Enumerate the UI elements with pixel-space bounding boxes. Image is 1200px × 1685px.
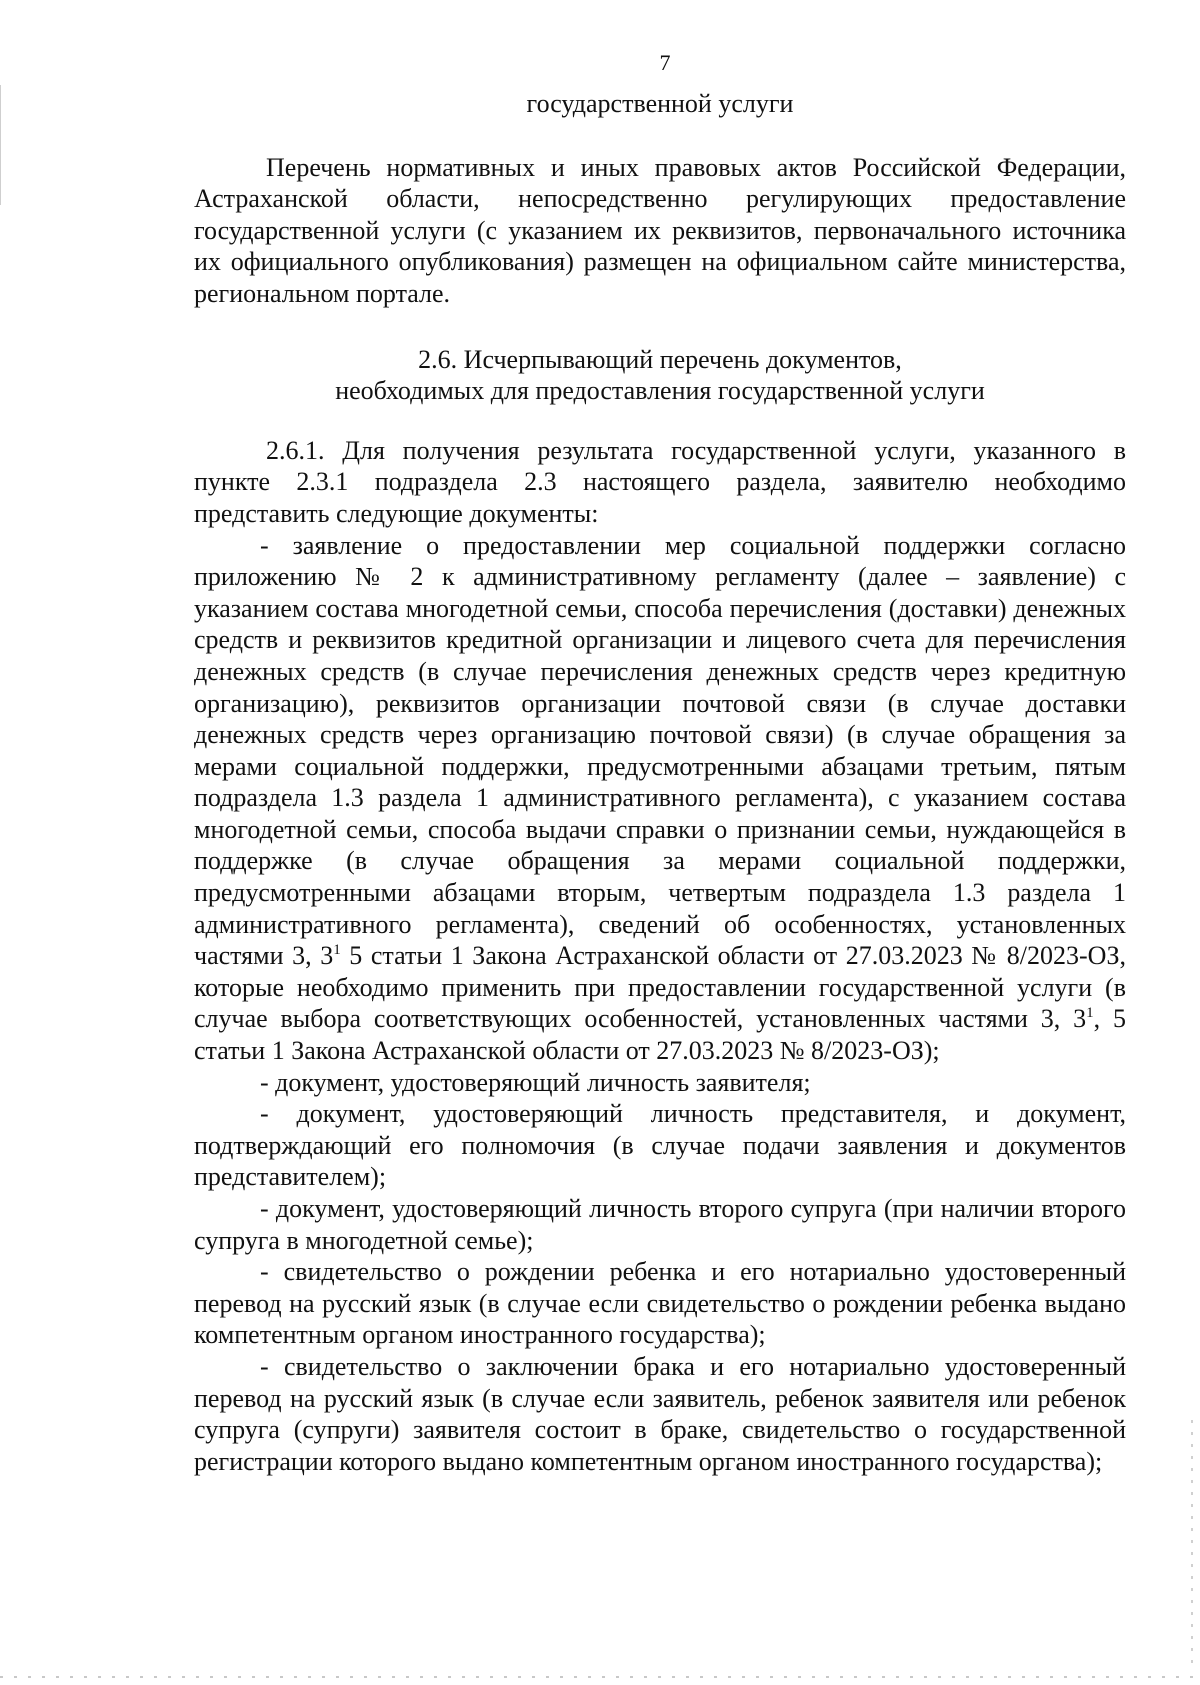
list-item-application (194, 530, 1126, 1067)
scan-edge-mark (0, 85, 1, 205)
section-title (194, 344, 1126, 407)
section-title-line-2: необходимых для предоставления государственной услуги (335, 376, 985, 406)
list-item-text: 5 статьи 1 Закона Астраханской области от 27.03.2023 № 8/2023-ОЗ, которые необходимо применить при предоставлении государственной услуги (в случае выбора соответствующих особенностей, установленных частями 3, 3 (194, 941, 1126, 1034)
clause-2-6-1: 2.6.1. Для получения результата государственной услуги, указанного в пункте 2.3.1 подраздела 2.3 настоящего раздела, заявителю необходимо представить следующие документы: (194, 435, 1126, 528)
list-item-text: - заявление о предоставлении мер социальной поддержки согласно приложению № 2 к административному регламенту (далее – заявление) с указанием состава многодетной семьи, способа перечисления (доставки) денежных средств и реквизитов кредитной организации и лицевого счета для перечисления денежных средств (в случае перечисления денежных средств через кредитную организацию), реквизитов организации почтовой связи (в случае доставки денежных средств через организацию почтовой связи) (в случае обращения за мерами социальной поддержки, предусмотренными абзацами третьим, пятым подраздела 1.3 раздела 1 административного регламента), с указанием состава многодетной семьи, способа выдачи справки о признании семьи, нуждающейся в поддержке (в случае обращения за мерами социальной поддержки, предусмотренными абзацами вторым, четвертым подраздела 1.3 раздела 1 административного регламента), сведений об особенностях, установленных частями 3, 3 (194, 530, 1126, 971)
list-item: - документ, удостоверяющий личность представителя, и документ, подтверждающий его полномочия (в случае подачи заявления и документов представителем); (194, 1099, 1126, 1192)
scan-edge-dots (1191, 1420, 1193, 1670)
page-number: 7 (659, 50, 671, 75)
spacer (194, 407, 1126, 435)
list-item: - документ, удостоверяющий личность второго супруга (при наличии второго супруга в многодетной семье); (194, 1194, 1126, 1255)
list-item: - документ, удостоверяющий личность заявителя; (260, 1067, 811, 1097)
spacer (194, 310, 1126, 344)
document-body (194, 88, 1126, 1477)
superscript: 1 (333, 942, 341, 959)
legal-acts-paragraph: Перечень нормативных и иных правовых актов Российской Федерации, Астраханской области, непосредственно регулирующих предоставление государственной услуги (с указанием их реквизитов, первоначального источника их официального опубликования) размещен на официальном сайте министерства, региональном портале. (194, 152, 1126, 308)
scan-bottom-dots (0, 1676, 1200, 1678)
list-item: - свидетельство о заключении брака и его нотариально удостоверенный перевод на русский язык (в случае если заявитель, ребенок заявителя или ребенок супруга (супруги) заявителя состоит в браке, свидетельство о государственной регистрации которого выдано компетентным органом иностранного государства); (194, 1351, 1126, 1476)
list-item-text: , 5 статьи 1 Закона Астраханской области от 27.03.2023 № 8/2023-ОЗ); (194, 1004, 1127, 1066)
section-title-line-1: 2.6. Исчерпывающий перечень документов, (418, 344, 902, 374)
section-heading-tail: государственной услуги (526, 89, 794, 118)
superscript: 1 (1086, 1005, 1094, 1022)
spacer (194, 120, 1126, 152)
list-item: - свидетельство о рождении ребенка и его нотариально удостоверенный перевод на русский язык (в случае если свидетельство о рождении ребенка выдано компетентным органом иностранного государства); (194, 1257, 1126, 1350)
